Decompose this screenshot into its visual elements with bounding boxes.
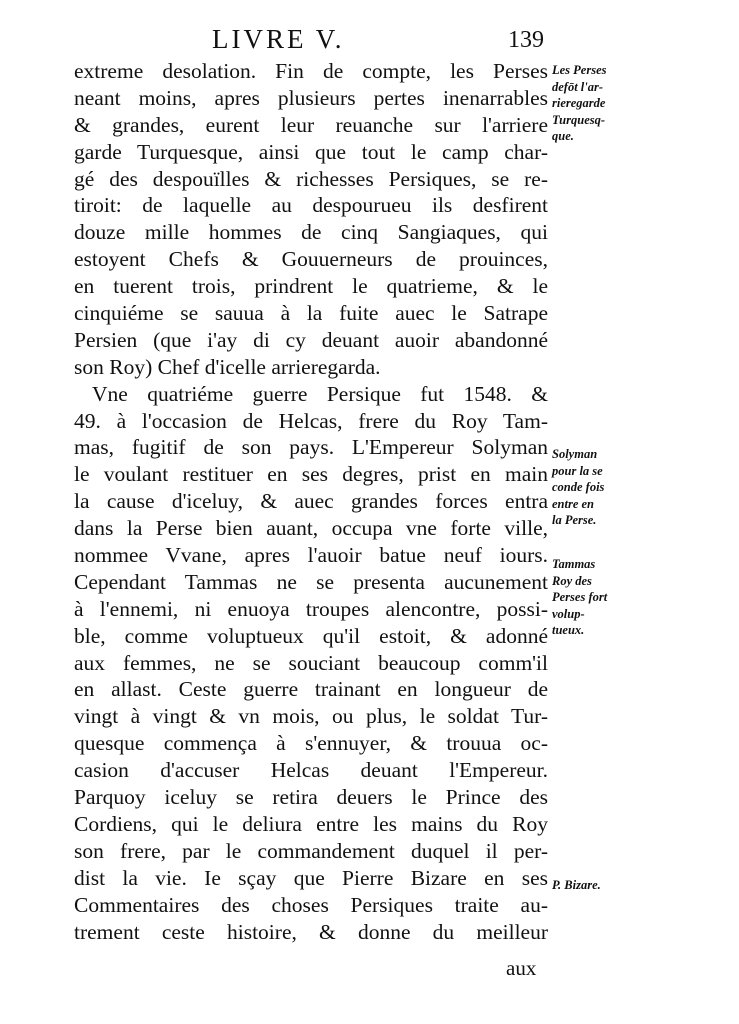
running-head: LIVRE V. bbox=[212, 24, 345, 54]
text-line: nommee Vvane, apres l'auoir batue neuf iours. bbox=[74, 543, 548, 568]
text-line: Parquoy iceluy se retira deuers le Prince des bbox=[74, 785, 548, 810]
margin-note-line: que. bbox=[552, 129, 574, 143]
text-line: en tuerent trois, prindrent le quatrieme, & le bbox=[74, 274, 548, 299]
margin-note-line: Perses fort bbox=[552, 590, 608, 604]
margin-note-line: conde fois bbox=[552, 480, 605, 494]
margin-note-line: Turquesq- bbox=[552, 112, 606, 127]
text-line: aux femmes, ne se souciant beaucoup comm'il bbox=[74, 650, 548, 675]
margin-note-line: pour la se bbox=[552, 463, 603, 478]
text-line: casion d'accuser Helcas deuant l'Empereur. bbox=[74, 758, 548, 783]
page-header bbox=[74, 22, 544, 56]
text-line: le voulant restituer en ses degres, prist en main bbox=[74, 462, 548, 487]
text-line: Cordiens, qui le deliura entre les mains du Roy bbox=[74, 811, 548, 836]
text-line: estoyent Chefs & Gouuerneurs de prouinces, bbox=[74, 247, 548, 272]
text-line: son Roy) Chef d'icelle arrieregarda. bbox=[74, 354, 381, 379]
text-line: dans la Perse bien auant, occupa vne forte ville, bbox=[74, 516, 548, 541]
text-line: trement ceste histoire, & donne du meilleur bbox=[74, 919, 548, 944]
text-line: cinquiéme se sauua à la fuite auec le Satrape bbox=[74, 301, 548, 326]
text-line: son frere, par le commandement duquel il per- bbox=[74, 838, 548, 863]
margin-note-tammas bbox=[552, 556, 672, 639]
text-line: & grandes, eurent leur reuanche sur l'arriere bbox=[74, 112, 548, 137]
text-line: douze mille hommes de cinq Sangiaques, qui bbox=[74, 220, 548, 245]
text-line: neant moins, apres plusieurs pertes inenarrables bbox=[74, 85, 548, 110]
margin-note-perses bbox=[552, 62, 672, 145]
text-line: ble, comme voluptueux qu'il estoit, & adonné bbox=[74, 623, 548, 648]
margin-note-line: tueux. bbox=[552, 623, 585, 637]
text-line: à l'ennemi, ni enuoya troupes alencontre, possi- bbox=[74, 596, 548, 621]
margin-note-line: la Perse. bbox=[552, 513, 597, 527]
margin-note-line: Les Perses bbox=[552, 63, 607, 77]
margin-note-line: P. Bizare. bbox=[552, 878, 601, 892]
text-line: garde Turquesque, ainsi que tout le camp char- bbox=[74, 139, 548, 164]
text-line: Vne quatriéme guerre Persique fut 1548. & bbox=[92, 381, 548, 406]
margin-note-line: rieregarde bbox=[552, 96, 606, 110]
margin-note-line: entre en bbox=[552, 496, 595, 511]
margin-note-line: defōt l'ar- bbox=[552, 79, 604, 94]
margin-note-line: Solyman bbox=[552, 447, 598, 461]
margin-note-line: volup- bbox=[552, 606, 585, 621]
text-line: extreme desolation. Fin de compte, les Perses bbox=[74, 59, 548, 83]
text-line: vingt à vingt & vn mois, ou plus, le soldat Tur- bbox=[74, 704, 548, 729]
catchword: aux bbox=[506, 956, 537, 980]
text-line: Persien (que i'ay di cy deuant auoir abandonné bbox=[74, 327, 548, 352]
text-line: Commentaires des choses Persiques traite au- bbox=[74, 892, 548, 917]
page-number: 139 bbox=[508, 27, 544, 53]
margin-note-line: Tammas bbox=[552, 557, 596, 571]
margin-note-solyman bbox=[552, 446, 672, 529]
text-line: tiroit: de laquelle au despourueu ils desfirent bbox=[74, 193, 548, 218]
text-line: mas, fugitif de son pays. L'Empereur Solyman bbox=[74, 435, 548, 460]
margin-note-bizare bbox=[552, 877, 672, 894]
text-line: Cependant Tammas ne se presenta aucunement bbox=[74, 569, 548, 594]
text-line: quesque commença à s'ennuyer, & trouua oc- bbox=[74, 731, 548, 756]
text-line: dist la vie. Ie sçay que Pierre Bizare en ses bbox=[74, 865, 548, 890]
text-line: en allast. Ceste guerre trainant en longueur de bbox=[74, 677, 548, 702]
body-text bbox=[74, 58, 548, 945]
text-line: la cause d'iceluy, & auec grandes forces entra bbox=[74, 489, 548, 514]
text-line: gé des despouïlles & richesses Persiques, se re- bbox=[74, 166, 548, 191]
margin-note-line: Roy des bbox=[552, 573, 592, 588]
text-line: 49. à l'occasion de Helcas, frere du Roy Tam- bbox=[74, 408, 548, 433]
